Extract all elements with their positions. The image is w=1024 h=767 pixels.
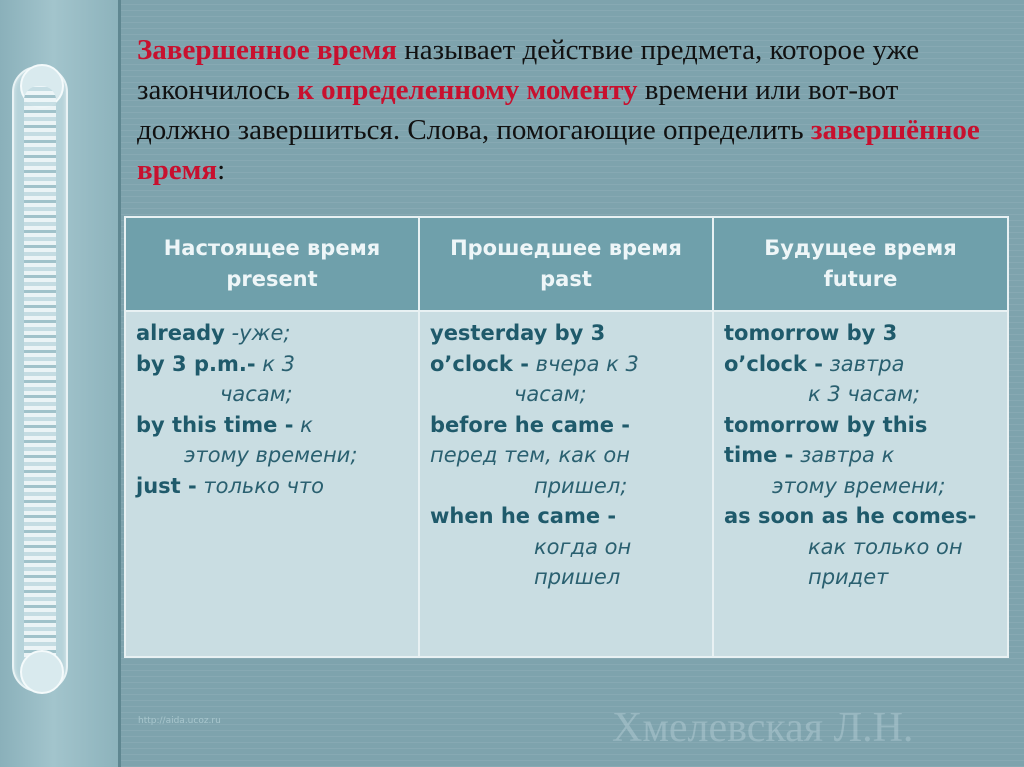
past-line-4: before he came - <box>430 412 631 437</box>
header-future-en: future <box>823 267 898 291</box>
table-header-row <box>125 217 1008 311</box>
past-line-8: когда он <box>534 534 632 559</box>
kw-just: just - <box>136 473 197 498</box>
future-line-8: как только он <box>808 534 963 559</box>
future-line-1: tomorrow by 3 <box>724 321 898 345</box>
present-line-6 <box>136 471 410 502</box>
header-present-ru: Настоящее время <box>163 236 381 260</box>
past-line-7: when he came - <box>430 504 617 528</box>
kw-by-3pm: by 3 p.m.- <box>136 351 256 376</box>
kw-already: already <box>136 321 225 345</box>
past-line-1: yesterday by 3 <box>430 321 606 345</box>
tr-yesterday: вчера к 3 <box>528 351 639 376</box>
cell-future <box>713 311 1008 657</box>
footer-url: http://aida.ucoz.ru <box>138 716 221 726</box>
ornament-bottom-cap <box>20 650 64 694</box>
header-present-en: present <box>226 267 318 291</box>
kw-by-this-time: by this time - <box>136 412 294 437</box>
header-past <box>419 217 713 311</box>
tr-by-3pm: к 3 <box>255 351 295 376</box>
tr-just: только что <box>196 473 324 498</box>
kw-oclock-future: o’clock - <box>724 351 823 376</box>
ornament-pattern <box>24 86 56 672</box>
header-future <box>713 217 1008 311</box>
past-line-6: пришел; <box>534 473 628 498</box>
kw-oclock-past: o’clock - <box>430 351 529 376</box>
tr-tomorrow: завтра <box>822 351 905 376</box>
future-line-9: придет <box>808 565 889 589</box>
intro-text-2: времени или вот-вот должно завершиться. Слова, помогающие определить <box>137 74 899 146</box>
header-past-ru: Прошедшее время <box>450 236 682 260</box>
intro-term-moment: к определенному моменту <box>297 74 638 106</box>
intro-text-1: называет действие предмета, которое уже закончилось <box>137 34 920 106</box>
future-line-4: tomorrow by this <box>724 412 928 437</box>
tr-by-this-time: к <box>293 412 313 437</box>
present-line-5: этому времени; <box>184 443 358 467</box>
table-body-row <box>125 311 1008 657</box>
intro-term-perfect-tense: Завершенное время <box>137 34 397 66</box>
tr-tomorrow-by-this: завтра к <box>793 443 895 467</box>
left-decorative-panel <box>0 0 118 767</box>
tense-table <box>124 216 1009 658</box>
present-line-3: часам; <box>220 382 293 406</box>
cell-present <box>125 311 419 657</box>
kw-time-future: time - <box>724 443 794 467</box>
tr-already: -уже; <box>224 321 291 345</box>
future-line-2 <box>724 349 999 380</box>
future-line-6: этому времени; <box>772 473 946 498</box>
present-line-1 <box>136 318 410 349</box>
past-line-9: пришел <box>534 565 621 589</box>
intro-paragraph <box>137 30 997 190</box>
cell-past <box>419 311 713 657</box>
future-line-3: к 3 часам; <box>808 382 921 406</box>
intro-term-perfect-tense-2: завершённое время <box>137 114 980 186</box>
past-line-3: часам; <box>514 382 587 406</box>
future-line-7: as soon as he comes- <box>724 504 977 528</box>
header-present <box>125 217 419 311</box>
header-future-ru: Будущее время <box>764 236 957 260</box>
present-line-2 <box>136 349 410 380</box>
header-past-en: past <box>540 267 592 291</box>
footer-author-watermark: Хмелевская Л.Н. <box>612 705 914 751</box>
panel-divider <box>118 0 121 767</box>
present-line-4 <box>136 410 410 441</box>
intro-text-3: : <box>217 154 226 186</box>
past-line-5: перед тем, как он <box>430 443 630 467</box>
future-line-5 <box>724 440 999 471</box>
past-line-2 <box>430 349 704 380</box>
ornament-strip <box>12 66 68 692</box>
